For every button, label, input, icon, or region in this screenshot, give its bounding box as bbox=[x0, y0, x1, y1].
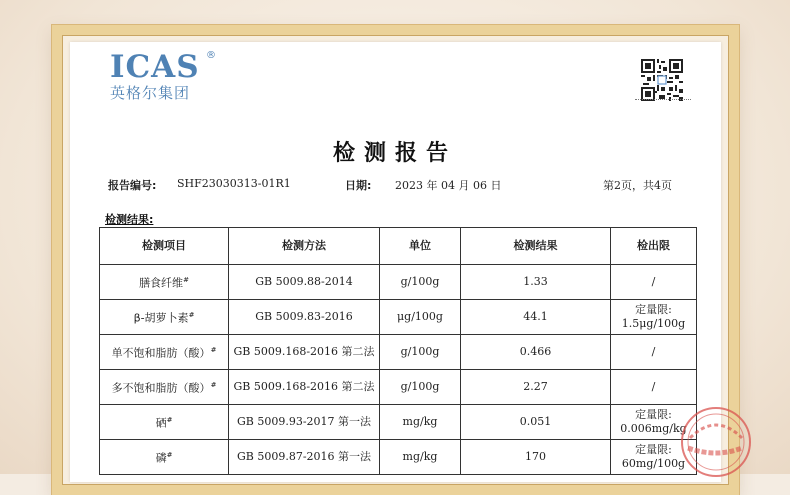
footnote-mark: # bbox=[166, 451, 173, 460]
cell-limit: / bbox=[611, 335, 697, 370]
report-title: 检测报告 bbox=[332, 141, 457, 166]
cell-unit: g/100g bbox=[380, 335, 461, 370]
cell-unit: g/100g bbox=[380, 370, 461, 405]
header-limit: 检出限 bbox=[611, 228, 697, 265]
logo-subtitle: 英格尔集团 bbox=[110, 84, 191, 102]
table-row bbox=[100, 440, 697, 475]
cell-item: β-胡萝卜素# bbox=[100, 300, 229, 335]
cell-unit: mg/kg bbox=[380, 405, 461, 440]
table-row bbox=[100, 405, 697, 440]
cell-limit: 定量限: 1.5μg/100g bbox=[611, 300, 697, 335]
cell-item: 硒# bbox=[100, 405, 229, 440]
cell-method: GB 5009.88-2014 bbox=[229, 265, 380, 300]
icas-logo bbox=[110, 49, 216, 103]
cell-item: 单不饱和脂肪（酸）# bbox=[100, 335, 229, 370]
cell-result: 2.27 bbox=[461, 370, 611, 405]
cell-method: GB 5009.93-2017 第一法 bbox=[229, 405, 380, 440]
cell-method: GB 5009.168-2016 第二法 bbox=[229, 335, 380, 370]
header-unit: 单位 bbox=[380, 228, 461, 265]
cell-method: GB 5009.168-2016 第二法 bbox=[229, 370, 380, 405]
header-method: 检测方法 bbox=[229, 228, 380, 265]
table-row bbox=[100, 300, 697, 335]
table-row bbox=[100, 265, 697, 300]
cell-limit: 定量限: 60mg/100g bbox=[611, 440, 697, 475]
cell-method: GB 5009.87-2016 第一法 bbox=[229, 440, 380, 475]
qr-caption bbox=[635, 99, 691, 103]
header-item: 检测项目 bbox=[100, 228, 229, 265]
cell-limit: / bbox=[611, 265, 697, 300]
cell-item: 膳食纤维# bbox=[100, 265, 229, 300]
header-result: 检测结果 bbox=[461, 228, 611, 265]
cell-unit: mg/kg bbox=[380, 440, 461, 475]
footnote-mark: # bbox=[210, 381, 217, 390]
cell-limit: / bbox=[611, 370, 697, 405]
cell-result: 0.466 bbox=[461, 335, 611, 370]
report-number-label: 报告编号: bbox=[108, 179, 157, 192]
cell-method: GB 5009.83-2016 bbox=[229, 300, 380, 335]
table-row bbox=[100, 335, 697, 370]
logo-brand: ICAS bbox=[110, 49, 200, 85]
red-seal-stamp bbox=[676, 402, 756, 482]
report-date: 2023 年 04 月 06 日 bbox=[395, 179, 502, 192]
report-number: SHF23030313-01R1 bbox=[177, 177, 291, 190]
footnote-mark: # bbox=[166, 416, 173, 425]
footnote-mark: # bbox=[210, 346, 217, 355]
cell-unit: g/100g bbox=[380, 265, 461, 300]
cell-result: 44.1 bbox=[461, 300, 611, 335]
date-label: 日期: bbox=[345, 179, 372, 192]
table-row bbox=[100, 370, 697, 405]
cell-unit: μg/100g bbox=[380, 300, 461, 335]
results-table bbox=[99, 227, 697, 475]
cell-result: 1.33 bbox=[461, 265, 611, 300]
cell-item: 磷# bbox=[100, 440, 229, 475]
footnote-mark: # bbox=[183, 276, 189, 285]
footnote-mark: # bbox=[188, 311, 195, 320]
cell-result: 170 bbox=[461, 440, 611, 475]
logo-registered-mark: ® bbox=[206, 50, 216, 61]
qr-code-icon bbox=[641, 59, 683, 101]
page-indicator: 第2页，共4页 bbox=[603, 179, 672, 192]
cell-result: 0.051 bbox=[461, 405, 611, 440]
table-body bbox=[100, 265, 697, 475]
cell-limit: 定量限: 0.006mg/kg bbox=[611, 405, 697, 440]
cell-item: 多不饱和脂肪（酸）# bbox=[100, 370, 229, 405]
results-label: 检测结果: bbox=[105, 213, 154, 226]
table-header-row bbox=[100, 228, 697, 265]
